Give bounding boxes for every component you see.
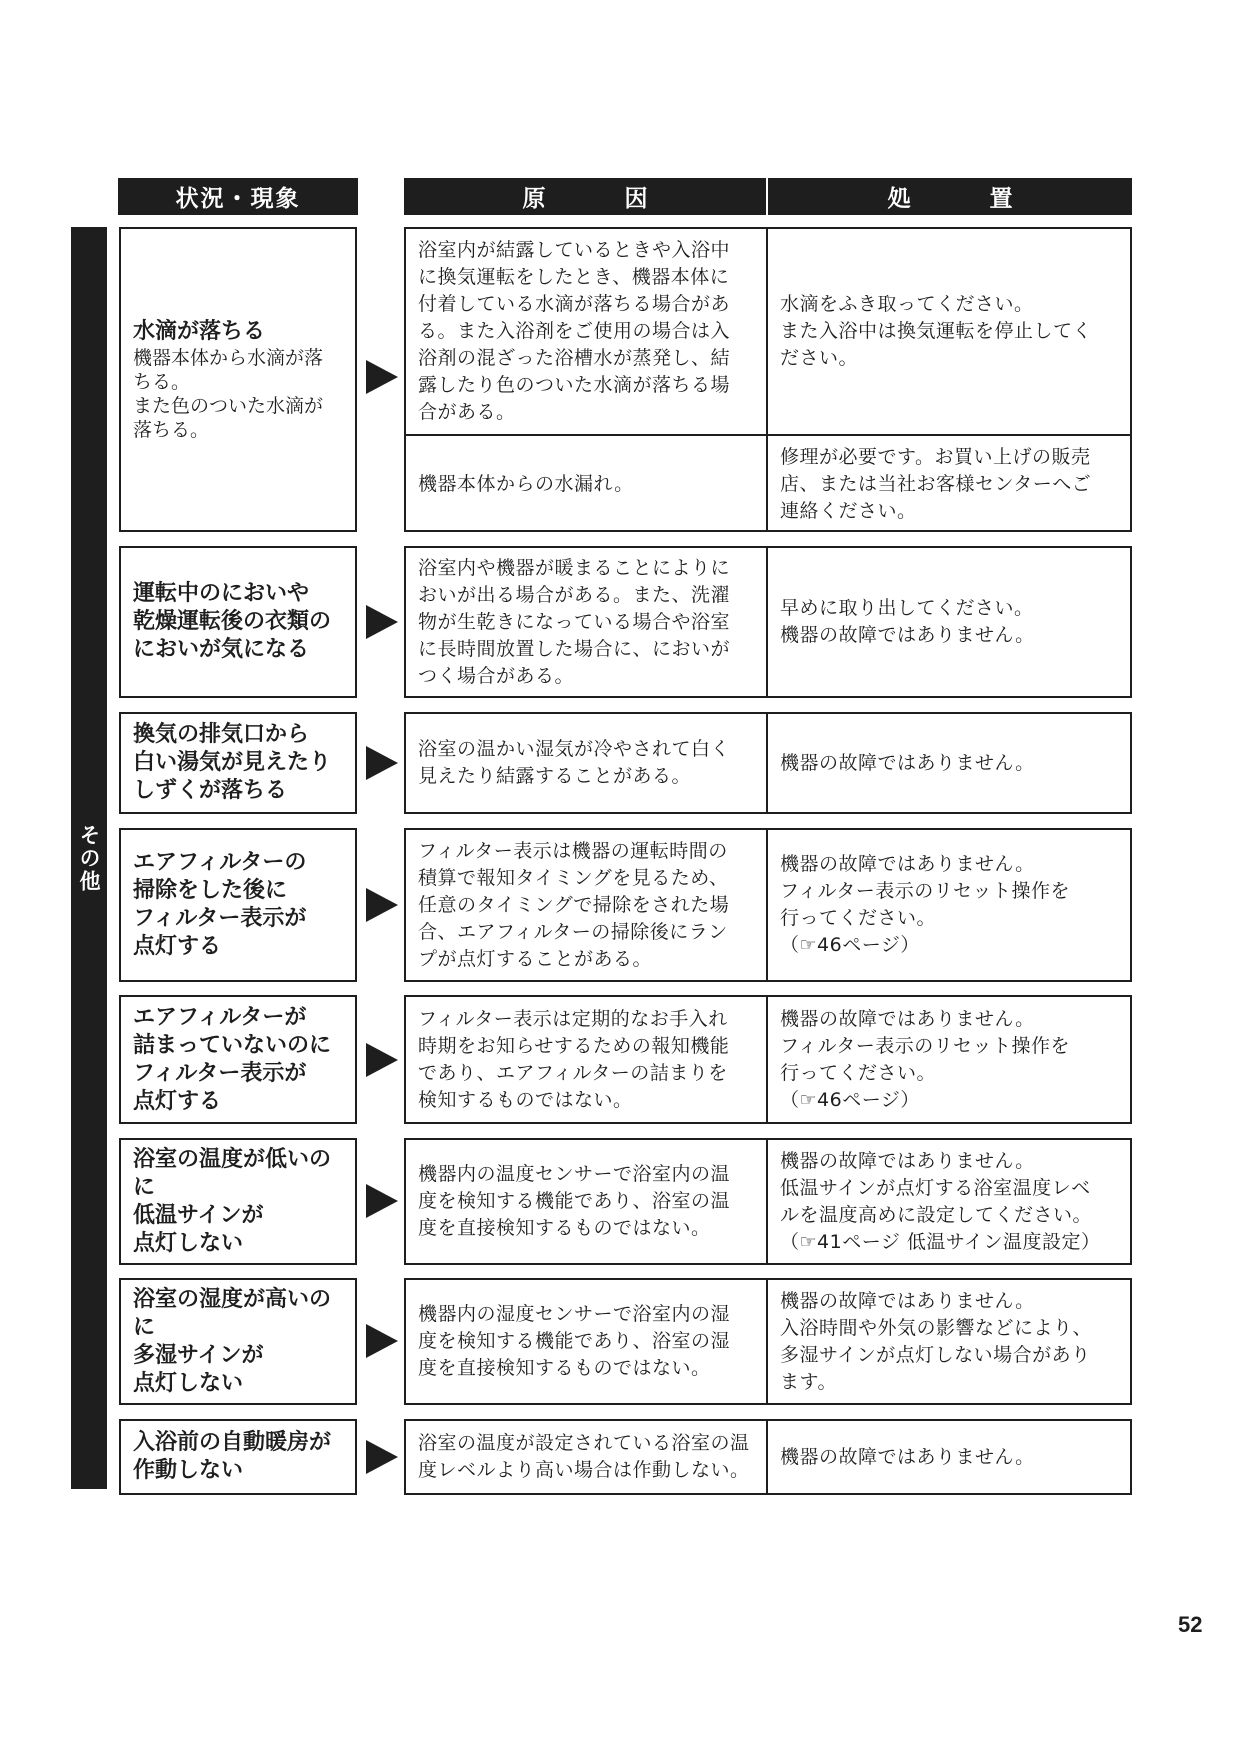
remedy-cell: 早めに取り出してください。 機器の故障ではありません。 [780, 597, 1035, 646]
status-box [119, 828, 357, 982]
status-title: 水滴が落ちる [133, 318, 266, 344]
remedy-cell: 機器の故障ではありません。 [780, 751, 1035, 774]
status-box [119, 1138, 357, 1265]
trouble-group [0, 227, 1240, 532]
cause-remedy-table [404, 1419, 1132, 1495]
status-title: エアフィルターの 掃除をした後に フィルター表示が 点灯する [133, 850, 307, 959]
page-number: 52 [1178, 1612, 1203, 1637]
cause-remedy-table [404, 828, 1132, 982]
status-box [119, 712, 357, 814]
trouble-group [0, 1278, 1240, 1405]
cause-remedy-table [404, 1278, 1132, 1405]
cause-cell: 浴室内が結露しているときや入浴中 に換気運転をしたとき、機器本体に 付着している水滴が落ちる場合があ る。また入浴剤をご使用の場合は入 浴剤の混ざった浴槽水が蒸発し、結 露したり色のついた水滴が落ちる場 合がある。 [406, 229, 768, 434]
remedy-cell: 修理が必要です。お買い上げの販売 店、または当社お客様センターへご 連絡ください。 [780, 445, 1092, 522]
cause-remedy-table [404, 227, 1132, 532]
cause-cell: 浴室の温かい湿気が冷やされて白く 見えたり結露することがある。 [406, 714, 768, 812]
status-box [119, 1278, 357, 1405]
arrow-icon [366, 360, 398, 394]
status-box [119, 227, 357, 532]
cause-remedy-table [404, 712, 1132, 814]
trouble-group [0, 712, 1240, 814]
cause-cell: フィルター表示は定期的なお手入れ 時期をお知らせするための報知機能 であり、エアフィルターの詰まりを 検知するものではない。 [406, 997, 768, 1122]
arrow-icon [366, 1043, 398, 1077]
status-box [119, 546, 357, 698]
cause-cell: 機器本体からの水漏れ。 [406, 436, 768, 532]
arrow-icon [366, 605, 398, 639]
status-title: 運転中のにおいや 乾燥運転後の衣類の においが気になる [133, 581, 332, 662]
table-row [406, 434, 1130, 532]
table-row [406, 548, 1130, 696]
arrow-icon [366, 1184, 398, 1218]
status-title: 浴室の湿度が高いのに 多湿サインが 点灯しない [133, 1286, 332, 1396]
cause-cell: 浴室内や機器が暖まることによりに おいが出る場合がある。また、洗濯 物が生乾きになっている場合や浴室 に長時間放置した場合に、においが つく場合がある。 [406, 548, 768, 696]
status-title: エアフィルターが 詰まっていないのに フィルター表示が 点灯する [133, 1004, 332, 1114]
trouble-group [0, 995, 1240, 1124]
status-description: 機器本体から水滴が落 ちる。 また色のついた水滴が 落ちる。 [133, 346, 324, 441]
trouble-group [0, 828, 1240, 982]
cause-cell: フィルター表示は機器の運転時間の 積算で報知タイミングを見るため、 任意のタイミングで掃除をされた場 合、エアフィルターの掃除後にラン プが点灯することがある。 [406, 830, 768, 980]
table-row [406, 1421, 1130, 1493]
arrow-icon [366, 888, 398, 922]
cause-remedy-table [404, 546, 1132, 698]
table-row [406, 830, 1130, 980]
header-status: 状況・現象 [118, 178, 358, 215]
remedy-cell: 機器の故障ではありません。 フィルター表示のリセット操作を 行ってください。 （☞46ページ） [780, 1007, 1071, 1111]
remedy-cell: 機器の故障ではありません。 低温サインが点灯する浴室温度レベ ルを温度高めに設定してください。 （☞41ページ 低温サイン温度設定） [780, 1149, 1101, 1253]
status-title: 換気の排気口から 白い湯気が見えたり しずくが落ちる [133, 722, 332, 803]
arrow-icon [366, 746, 398, 780]
remedy-cell: 機器の故障ではありません。 [780, 1445, 1035, 1468]
status-title: 入浴前の自動暖房が 作動しない [133, 1430, 332, 1483]
table-row [406, 997, 1130, 1122]
cause-cell: 機器内の温度センサーで浴室内の温 度を検知する機能であり、浴室の温 度を直接検知するものではない。 [406, 1140, 768, 1263]
arrow-icon [366, 1324, 398, 1358]
cause-cell: 浴室の温度が設定されている浴室の温 度レベルより高い場合は作動しない。 [406, 1421, 768, 1493]
status-title: 浴室の温度が低いのに 低温サインが 点灯しない [133, 1146, 332, 1256]
cause-remedy-table [404, 1138, 1132, 1265]
trouble-group [0, 1419, 1240, 1495]
table-row [406, 714, 1130, 812]
status-box [119, 1419, 357, 1495]
table-row [406, 1280, 1130, 1403]
status-box [119, 995, 357, 1124]
arrow-icon [366, 1440, 398, 1474]
cause-remedy-table [404, 995, 1132, 1124]
trouble-group [0, 1138, 1240, 1265]
remedy-cell: 水滴をふき取ってください。 また入浴中は換気運転を停止してく ださい。 [780, 293, 1093, 369]
table-row [406, 1140, 1130, 1263]
header-cause: 原 因 [404, 178, 766, 215]
cause-cell: 機器内の湿度センサーで浴室内の湿 度を検知する機能であり、浴室の湿 度を直接検知するものではない。 [406, 1280, 768, 1403]
remedy-cell: 機器の故障ではありません。 フィルター表示のリセット操作を 行ってください。 （☞46ページ） [780, 853, 1071, 956]
header-remedy: 処 置 [768, 178, 1132, 215]
remedy-cell: 機器の故障ではありません。 入浴時間や外気の影響などにより、 多湿サインが点灯しない場合があり ます。 [780, 1289, 1093, 1393]
table-row [406, 229, 1130, 434]
category-label: その他 [77, 824, 101, 893]
trouble-group [0, 546, 1240, 698]
